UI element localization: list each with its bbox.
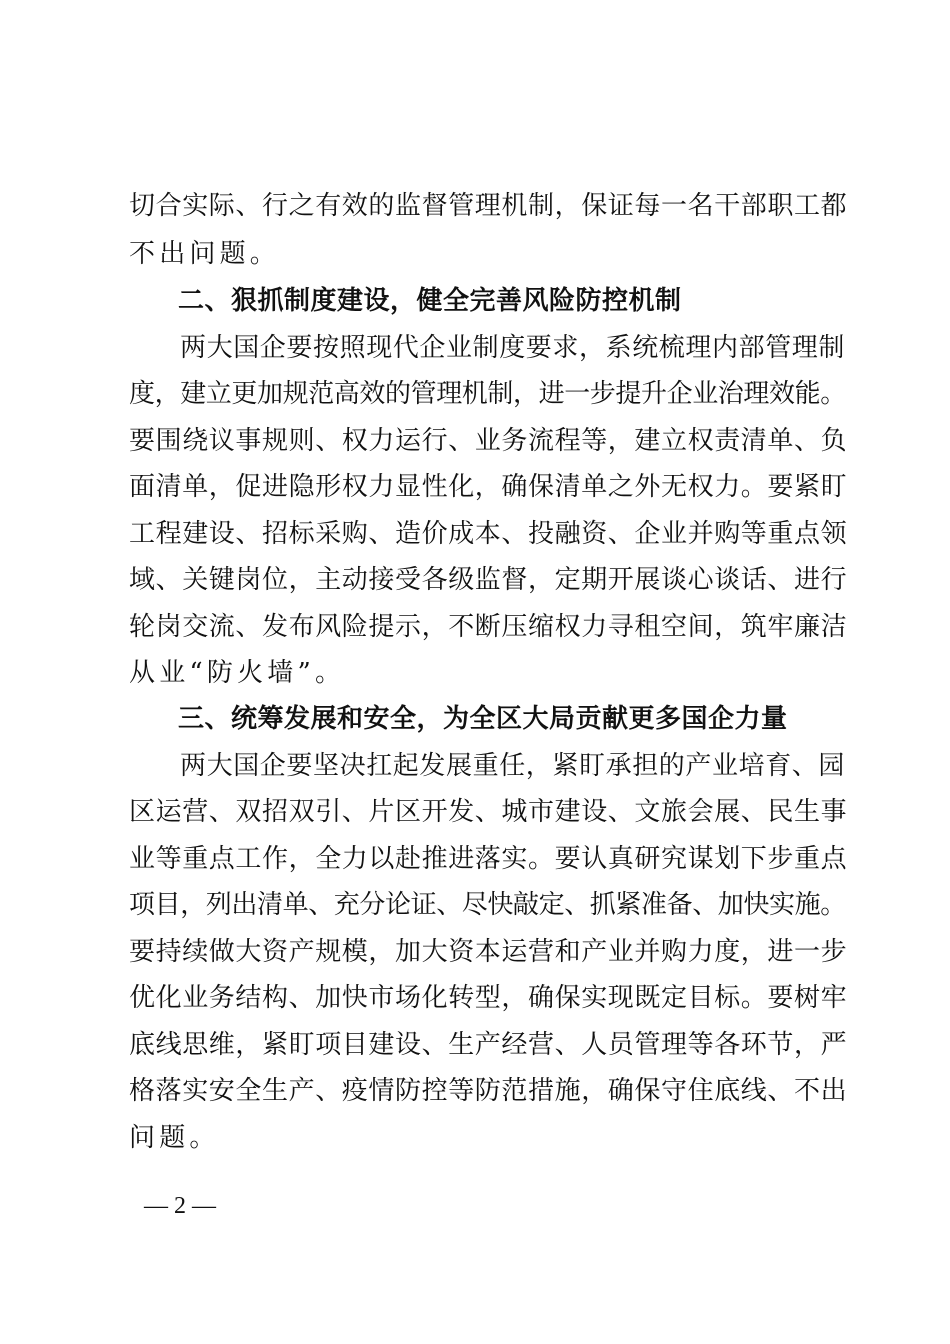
- section-heading-3: 三、统筹发展和安全，为全区大局贡献更多国企力量: [178, 704, 788, 734]
- text-line: 优化业务结构、加快市场化转型，确保实现既定目标。要树牢: [129, 983, 848, 1013]
- text-line: 格落实安全生产、疫情防控等防范措施，确保守住底线、不出: [129, 1076, 848, 1106]
- text-line: 切合实际、行之有效的监督管理机制，保证每一名干部职工都: [129, 191, 848, 221]
- section-heading-2: 二、狠抓制度建设，健全完善风险防控机制: [178, 286, 682, 316]
- text-line: 两大国企要按照现代企业制度要求，系统梳理内部管理制: [180, 333, 846, 363]
- text-line: 要围绕议事规则、权力运行、业务流程等，建立权责清单、负: [129, 426, 848, 456]
- text-line: 从业“防火墙”。: [129, 658, 346, 688]
- text-line: 项目，列出清单、充分论证、尽快敲定、抓紧准备、加快实施。: [129, 890, 846, 920]
- text-line: 问题。: [129, 1123, 220, 1153]
- text-line: 域、关键岗位，主动接受各级监督，定期开展谈心谈话、进行: [129, 565, 848, 595]
- text-line: 面清单，促进隐形权力显性化，确保清单之外无权力。要紧盯: [129, 472, 848, 502]
- text-line: 不出问题。: [129, 239, 281, 269]
- text-line: 区运营、双招双引、片区开发、城市建设、文旅会展、民生事: [129, 797, 848, 827]
- text-line: 业等重点工作，全力以赴推进落实。要认真研究谋划下步重点: [129, 844, 848, 874]
- text-line: 底线思维，紧盯项目建设、生产经营、人员管理等各环节，严: [129, 1030, 848, 1060]
- text-line: 工程建设、招标采购、造价成本、投融资、企业并购等重点领: [129, 519, 848, 549]
- text-line: 度，建立更加规范高效的管理机制，进一步提升企业治理效能。: [129, 379, 846, 409]
- text-line: 两大国企要坚决扛起发展重任，紧盯承担的产业培育、园: [180, 751, 846, 781]
- page-number: — 2 —: [144, 1193, 216, 1219]
- text-line: 轮岗交流、发布风险提示，不断压缩权力寻租空间，筑牢廉洁: [129, 612, 848, 642]
- text-line: 要持续做大资产规模，加大资本运营和产业并购力度，进一步: [129, 937, 848, 967]
